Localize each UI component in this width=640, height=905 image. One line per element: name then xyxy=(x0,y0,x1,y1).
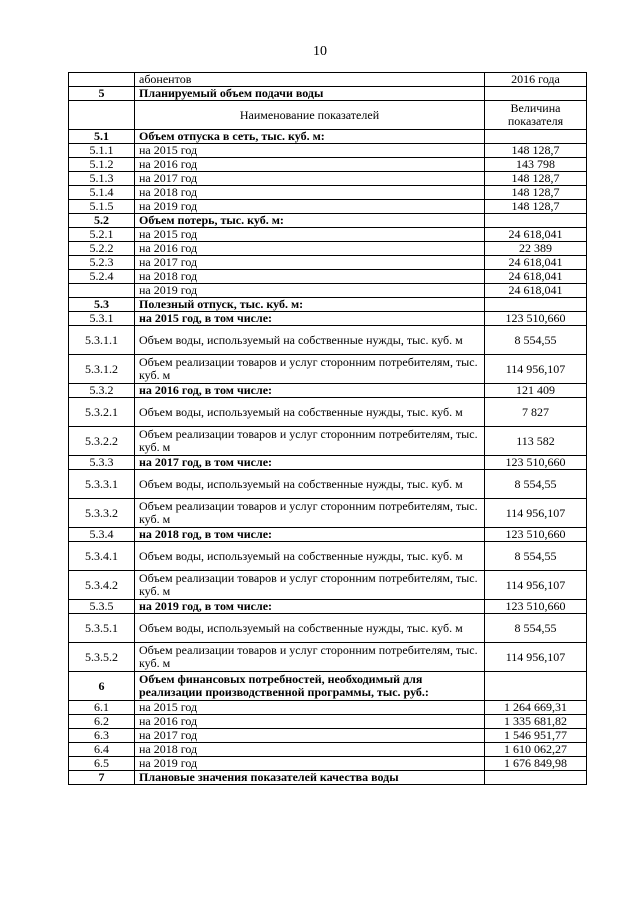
row-number: 6.3 xyxy=(69,729,135,743)
row-value: Величина показателя xyxy=(485,101,587,130)
row-indicator-name: на 2016 год xyxy=(135,715,485,729)
row-indicator-name: Объем отпуска в сеть, тыс. куб. м: xyxy=(135,130,485,144)
row-number: 5.2.1 xyxy=(69,228,135,242)
row-value: 2016 года xyxy=(485,73,587,87)
program-table xyxy=(68,72,587,785)
row-value: 114 956,107 xyxy=(485,355,587,384)
row-value: 1 676 849,98 xyxy=(485,757,587,771)
table-row xyxy=(69,242,587,256)
table-row xyxy=(69,672,587,701)
row-value xyxy=(485,130,587,144)
table-row xyxy=(69,312,587,326)
row-value: 148 128,7 xyxy=(485,200,587,214)
row-value: 114 956,107 xyxy=(485,571,587,600)
row-value: 121 409 xyxy=(485,384,587,398)
row-indicator-name: на 2019 год, в том числе: xyxy=(135,600,485,614)
row-number: 6.2 xyxy=(69,715,135,729)
row-value: 123 510,660 xyxy=(485,312,587,326)
row-indicator-name: Объем воды, используемый на собственные нужды, тыс. куб. м xyxy=(135,398,485,427)
table-row xyxy=(69,701,587,715)
row-value: 8 554,55 xyxy=(485,470,587,499)
table-row xyxy=(69,270,587,284)
row-indicator-name: на 2018 год, в том числе: xyxy=(135,528,485,542)
row-value: 123 510,660 xyxy=(485,528,587,542)
row-number: 5.3.2.2 xyxy=(69,427,135,456)
row-number: 5.3.3 xyxy=(69,456,135,470)
row-indicator-name: Объем реализации товаров и услуг сторонним потребителям, тыс. куб. м xyxy=(135,427,485,456)
row-number: 5.2.3 xyxy=(69,256,135,270)
table-row xyxy=(69,101,587,130)
table-row xyxy=(69,600,587,614)
row-indicator-name: Объем реализации товаров и услуг сторонним потребителям, тыс. куб. м xyxy=(135,499,485,528)
row-value: 123 510,660 xyxy=(485,600,587,614)
row-value: 8 554,55 xyxy=(485,542,587,571)
row-indicator-name: Объем финансовых потребностей, необходимый для реализации производственной программы, тыс. руб.: xyxy=(135,672,485,701)
row-number: 6.4 xyxy=(69,743,135,757)
row-number: 7 xyxy=(69,771,135,785)
row-value: 123 510,660 xyxy=(485,456,587,470)
row-indicator-name: Плановые значения показателей качества воды xyxy=(135,771,485,785)
row-indicator-name: на 2019 год xyxy=(135,284,485,298)
row-number: 6.5 xyxy=(69,757,135,771)
table-row xyxy=(69,355,587,384)
table-row xyxy=(69,214,587,228)
table-row xyxy=(69,729,587,743)
row-value: 8 554,55 xyxy=(485,326,587,355)
row-indicator-name: Объем потерь, тыс. куб. м: xyxy=(135,214,485,228)
row-indicator-name: Наименование показателей xyxy=(135,101,485,130)
table-row xyxy=(69,73,587,87)
row-indicator-name: абонентов xyxy=(135,73,485,87)
row-value: 113 582 xyxy=(485,427,587,456)
table-row xyxy=(69,542,587,571)
row-number: 5.3.1 xyxy=(69,312,135,326)
row-number: 5.3.5 xyxy=(69,600,135,614)
row-indicator-name: на 2016 год, в том числе: xyxy=(135,384,485,398)
row-indicator-name: на 2019 год xyxy=(135,200,485,214)
row-indicator-name: на 2019 год xyxy=(135,757,485,771)
row-value: 24 618,041 xyxy=(485,256,587,270)
table-row xyxy=(69,130,587,144)
row-indicator-name: Объем воды, используемый на собственные нужды, тыс. куб. м xyxy=(135,542,485,571)
row-indicator-name: Планируемый объем подачи воды xyxy=(135,87,485,101)
row-value: 148 128,7 xyxy=(485,144,587,158)
row-value: 8 554,55 xyxy=(485,614,587,643)
row-number: 5.2 xyxy=(69,214,135,228)
page-number: 10 xyxy=(313,44,327,59)
row-value xyxy=(485,672,587,701)
table-row xyxy=(69,144,587,158)
row-number: 5.3.2 xyxy=(69,384,135,398)
row-value: 1 264 669,31 xyxy=(485,701,587,715)
row-value: 7 827 xyxy=(485,398,587,427)
row-indicator-name: на 2018 год xyxy=(135,743,485,757)
table-row xyxy=(69,172,587,186)
row-number xyxy=(69,73,135,87)
row-number: 5.3.4.2 xyxy=(69,571,135,600)
row-indicator-name: на 2017 год xyxy=(135,729,485,743)
row-number: 6.1 xyxy=(69,701,135,715)
row-indicator-name: Объем реализации товаров и услуг сторонним потребителям, тыс. куб. м xyxy=(135,571,485,600)
row-value xyxy=(485,298,587,312)
row-number: 5.3.2.1 xyxy=(69,398,135,427)
row-number: 5.2.4 xyxy=(69,270,135,284)
table-row xyxy=(69,614,587,643)
row-value: 22 389 xyxy=(485,242,587,256)
row-value: 114 956,107 xyxy=(485,499,587,528)
row-indicator-name: на 2015 год xyxy=(135,701,485,715)
table-row xyxy=(69,284,587,298)
row-number xyxy=(69,284,135,298)
row-number: 5.3.3.2 xyxy=(69,499,135,528)
row-indicator-name: на 2016 год xyxy=(135,242,485,256)
table-row xyxy=(69,326,587,355)
row-indicator-name: на 2015 год xyxy=(135,144,485,158)
table-row xyxy=(69,456,587,470)
row-number: 5.1.2 xyxy=(69,158,135,172)
row-indicator-name: Объем реализации товаров и услуг сторонним потребителям, тыс. куб. м xyxy=(135,355,485,384)
row-value: 24 618,041 xyxy=(485,228,587,242)
row-number: 5.3.4.1 xyxy=(69,542,135,571)
table-row xyxy=(69,715,587,729)
row-value: 148 128,7 xyxy=(485,172,587,186)
table-row xyxy=(69,427,587,456)
table-row xyxy=(69,200,587,214)
table-row xyxy=(69,643,587,672)
program-table-body xyxy=(69,73,587,785)
table-row xyxy=(69,757,587,771)
table-row xyxy=(69,470,587,499)
row-indicator-name: на 2018 год xyxy=(135,186,485,200)
row-indicator-name: на 2017 год xyxy=(135,256,485,270)
table-row xyxy=(69,256,587,270)
row-number: 5 xyxy=(69,87,135,101)
table-row xyxy=(69,499,587,528)
row-indicator-name: Объем воды, используемый на собственные нужды, тыс. куб. м xyxy=(135,470,485,499)
row-number: 5.3.5.1 xyxy=(69,614,135,643)
row-value xyxy=(485,771,587,785)
row-number: 5.1.4 xyxy=(69,186,135,200)
row-number: 5.3.3.1 xyxy=(69,470,135,499)
table-row xyxy=(69,87,587,101)
row-value: 1 335 681,82 xyxy=(485,715,587,729)
row-indicator-name: Объем воды, используемый на собственные нужды, тыс. куб. м xyxy=(135,614,485,643)
row-value: 1 610 062,27 xyxy=(485,743,587,757)
table-row xyxy=(69,398,587,427)
row-value xyxy=(485,87,587,101)
row-indicator-name: Полезный отпуск, тыс. куб. м: xyxy=(135,298,485,312)
row-number: 5.3.4 xyxy=(69,528,135,542)
table-row xyxy=(69,158,587,172)
table-row xyxy=(69,186,587,200)
row-number: 5.2.2 xyxy=(69,242,135,256)
table-row xyxy=(69,571,587,600)
table-row xyxy=(69,298,587,312)
row-value: 1 546 951,77 xyxy=(485,729,587,743)
row-indicator-name: Объем реализации товаров и услуг сторонним потребителям, тыс. куб. м xyxy=(135,643,485,672)
row-number xyxy=(69,101,135,130)
row-indicator-name: на 2015 год, в том числе: xyxy=(135,312,485,326)
row-indicator-name: на 2015 год xyxy=(135,228,485,242)
row-value: 24 618,041 xyxy=(485,284,587,298)
table-row xyxy=(69,228,587,242)
row-value: 114 956,107 xyxy=(485,643,587,672)
row-number: 5.3.5.2 xyxy=(69,643,135,672)
row-value: 24 618,041 xyxy=(485,270,587,284)
row-number: 5.1.1 xyxy=(69,144,135,158)
row-number: 5.3 xyxy=(69,298,135,312)
row-number: 5.3.1.1 xyxy=(69,326,135,355)
row-number: 5.1.3 xyxy=(69,172,135,186)
row-indicator-name: на 2017 год xyxy=(135,172,485,186)
table-row xyxy=(69,743,587,757)
table-row xyxy=(69,771,587,785)
row-indicator-name: Объем воды, используемый на собственные нужды, тыс. куб. м xyxy=(135,326,485,355)
row-number: 5.1 xyxy=(69,130,135,144)
row-value xyxy=(485,214,587,228)
row-indicator-name: на 2017 год, в том числе: xyxy=(135,456,485,470)
row-value: 148 128,7 xyxy=(485,186,587,200)
row-number: 5.3.1.2 xyxy=(69,355,135,384)
row-value: 143 798 xyxy=(485,158,587,172)
row-indicator-name: на 2016 год xyxy=(135,158,485,172)
table-row xyxy=(69,528,587,542)
row-number: 6 xyxy=(69,672,135,701)
table-row xyxy=(69,384,587,398)
row-number: 5.1.5 xyxy=(69,200,135,214)
row-indicator-name: на 2018 год xyxy=(135,270,485,284)
